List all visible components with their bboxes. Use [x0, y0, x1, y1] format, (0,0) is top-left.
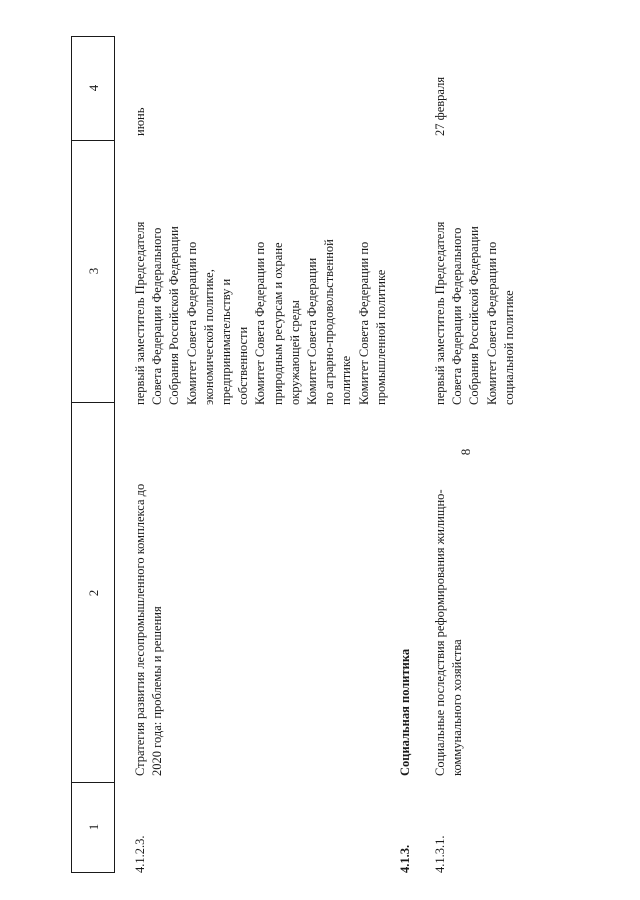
column-number-4: 4 — [86, 84, 101, 92]
column-divider — [72, 140, 114, 141]
row-title: Социальные последствия реформирования жилищно- коммунального хозяйства — [433, 489, 465, 776]
row-date: июнь — [133, 107, 147, 136]
row-number: 4.1.3.1. — [433, 835, 447, 873]
column-number-2: 2 — [86, 589, 101, 597]
row-title: Стратегия развития лесопромышленного комплекса до 2020 года: проблемы и решения — [133, 483, 165, 776]
page-number: 8 — [458, 448, 473, 456]
row-date: 27 февраля — [433, 76, 447, 136]
column-divider — [72, 402, 114, 403]
row-responsible: первый заместитель Председателя Совета Федерации Федерального Собрания Российской Федерации Комитет Совета Федерации по социальной политике — [433, 221, 516, 405]
section-title: Социальная политика — [398, 648, 412, 776]
column-divider — [72, 782, 114, 783]
row-responsible: первый заместитель Председателя Совета Федерации Федерального Собрания Российской Федерации Комитет Совета Федерации по экономической политике, предпринимательству и собственности Комитет Совета Федерации по природным ресурсам и охране окружающей среды Комитет Совета Федерации по аграрно-продовольственной политике Комитет Совета Федерации по промышленной политике — [133, 221, 388, 405]
column-number-3: 3 — [86, 267, 101, 275]
row-number: 4.1.2.3. — [133, 835, 147, 873]
section-number: 4.1.3. — [398, 844, 412, 873]
column-number-1: 1 — [86, 823, 101, 831]
table-header-row — [71, 36, 115, 873]
